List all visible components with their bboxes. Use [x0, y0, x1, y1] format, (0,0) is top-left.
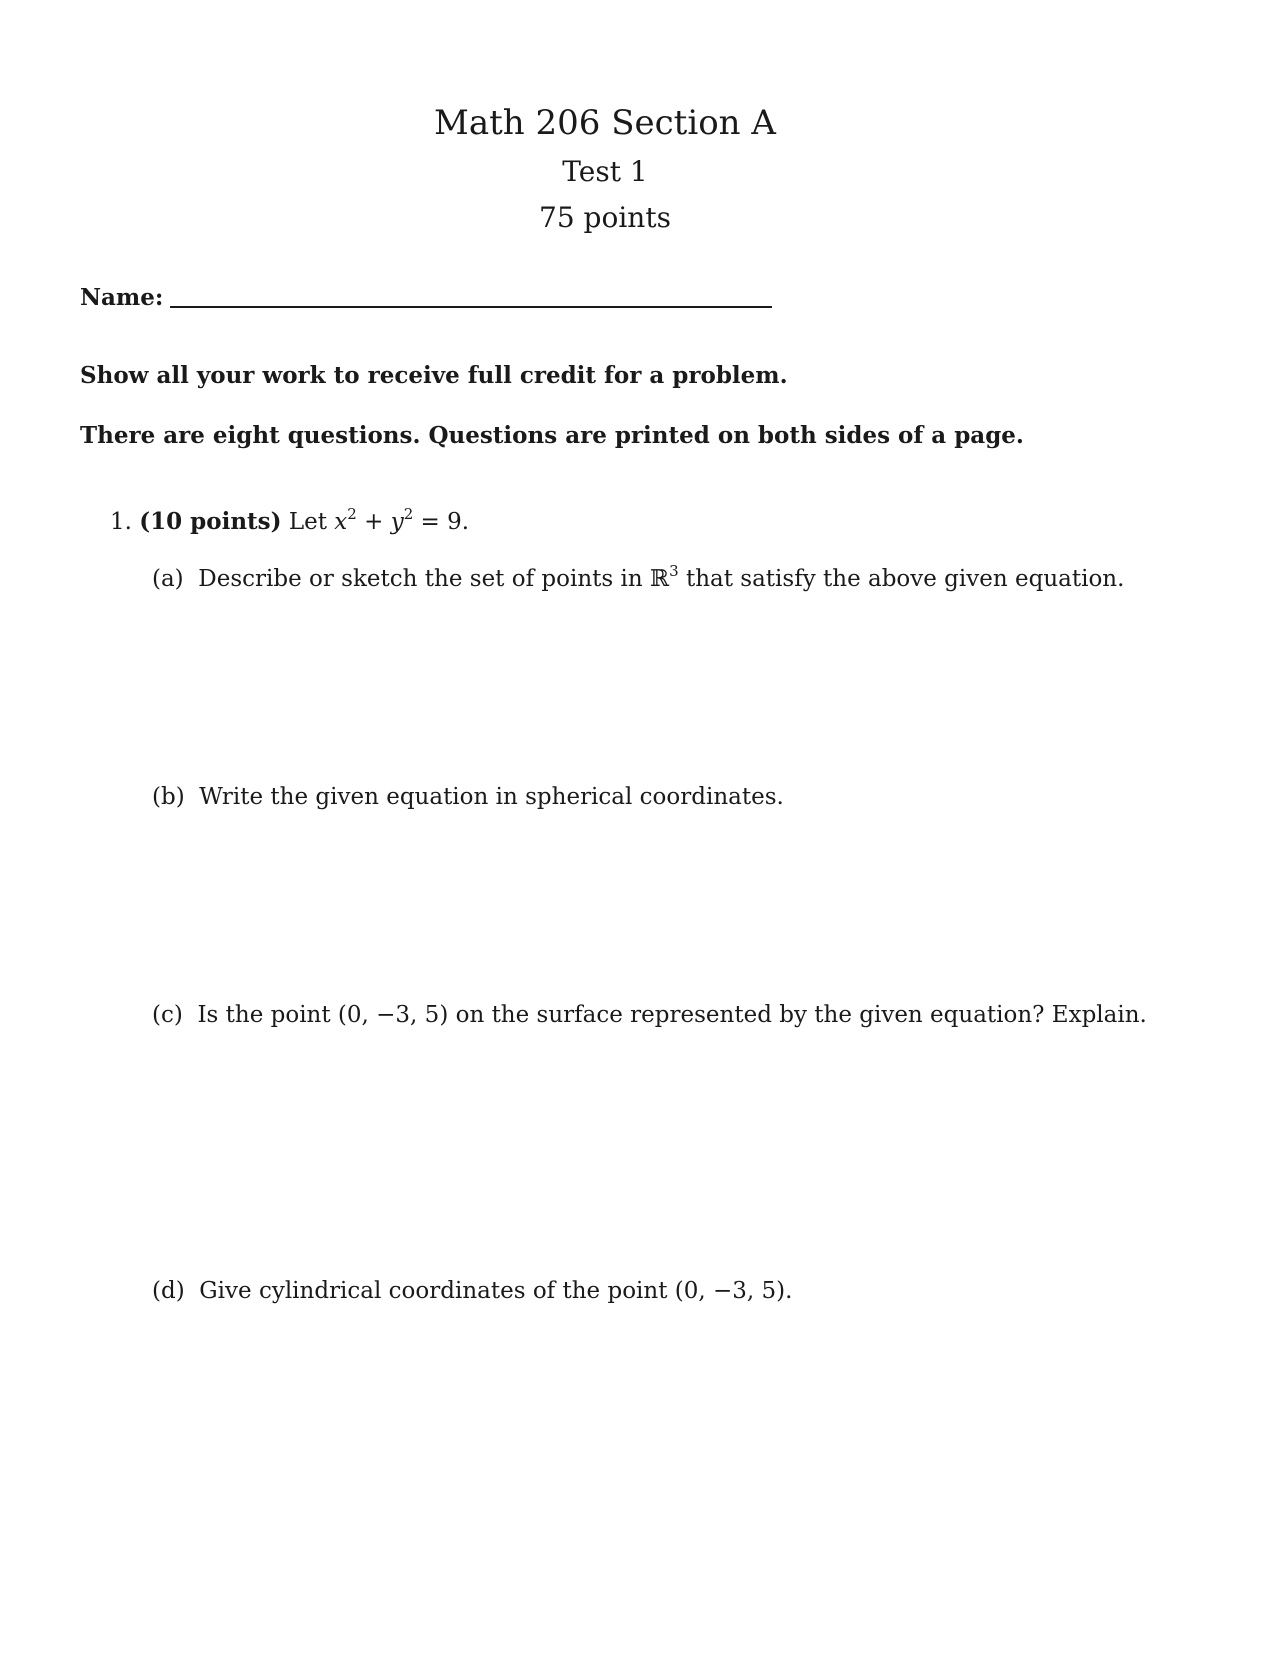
- question-1: [110, 505, 470, 535]
- question-lead: Let: [288, 509, 327, 535]
- part-d: [152, 1278, 792, 1304]
- name-label: Name:: [80, 284, 164, 311]
- question-points: (10 points): [139, 508, 282, 535]
- instruction-show-work: Show all your work to receive full credit for a problem.: [80, 362, 788, 389]
- part-text: Give cylindrical coordinates of the point (0, −3, 5).: [199, 1278, 793, 1304]
- name-field-line[interactable]: [170, 306, 772, 308]
- page-title: Math 206 Section A: [434, 103, 776, 143]
- question-number: 1.: [110, 509, 132, 535]
- part-label: (a): [152, 566, 184, 592]
- part-label: (d): [152, 1278, 185, 1304]
- part-b: [152, 784, 784, 810]
- part-text: Describe or sketch the set of points in ℝ$^3$ that satisfy the above given equation.: [198, 562, 1125, 592]
- part-text: Is the point (0, −3, 5) on the surface represented by the given equation? Explain.: [197, 1002, 1147, 1028]
- part-a: [152, 562, 1125, 592]
- test-label: Test 1: [562, 155, 648, 188]
- total-points: 75 points: [539, 201, 671, 234]
- part-c: [152, 1002, 1147, 1028]
- instruction-question-count: There are eight questions. Questions are printed on both sides of a page.: [80, 422, 1024, 449]
- part-label: (b): [152, 784, 185, 810]
- part-text: Write the given equation in spherical coordinates.: [199, 784, 784, 810]
- question-equation: $x^2 + y^2 = 9$.: [334, 505, 470, 535]
- part-label: (c): [152, 1002, 183, 1028]
